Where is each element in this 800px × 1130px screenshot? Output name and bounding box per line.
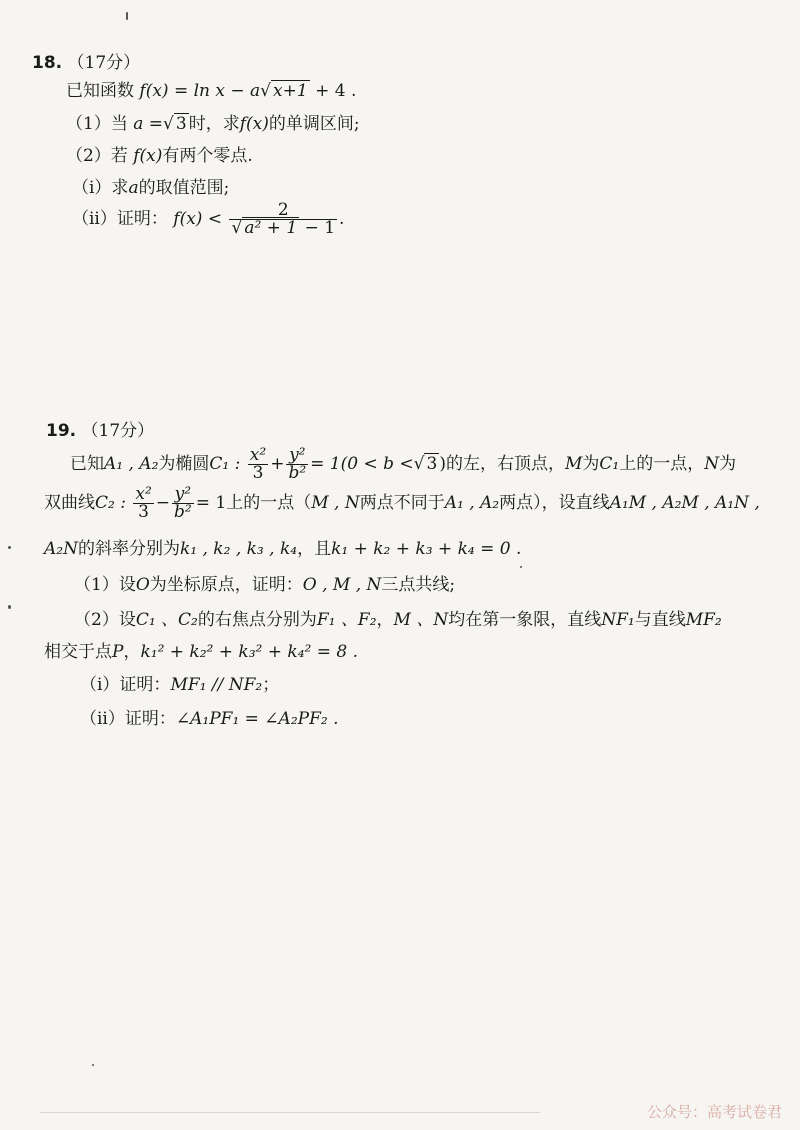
q18-part1-f: f(x)	[239, 114, 269, 134]
q19-points: （17分）	[81, 421, 155, 441]
scan-speck	[126, 12, 128, 20]
q18-part1-text: 时，求	[188, 114, 240, 134]
q18-points: （17分）	[67, 53, 141, 73]
scan-speck	[92, 1064, 94, 1066]
q19-part2-P: P	[112, 642, 124, 662]
q19-part1-label: （1）设	[74, 575, 136, 595]
q19-part2-i-label: （i）证明：	[80, 675, 171, 695]
q19-part2-i	[80, 674, 279, 696]
q19-part1-OMN: O , M , N	[302, 575, 382, 595]
q18-fraction-den: √ a² + 1 − 1	[231, 218, 336, 238]
q18-part1-sqrt-arg: 3	[175, 114, 187, 134]
q18-part1	[66, 113, 360, 135]
q18-part2-ii-end: .	[339, 209, 345, 229]
q19-l1-frac1-den: 3	[252, 463, 264, 483]
q18-fraction-den-rad: a² + 1	[244, 218, 298, 238]
q19-l2-b: 上的一点（	[226, 493, 312, 513]
q19-l2-MN: M , N	[311, 493, 360, 513]
q19-part2-b: ，	[376, 610, 394, 630]
q18-part1-sqrt: √ 3	[163, 114, 187, 134]
q19-header	[46, 420, 154, 442]
q19-part2-sum: k₁² + k₂² + k₃² + k₄² = 8 .	[140, 642, 359, 662]
q18-part2-i	[72, 177, 229, 199]
q19-l1-N: N	[704, 454, 720, 474]
watermark: 公众号：高考试卷君	[646, 1103, 782, 1121]
q19-l1-eq: = 1(0 < b <	[310, 454, 414, 474]
q19-stem-line3	[44, 538, 521, 560]
q19-stem-line1	[70, 446, 736, 482]
q18-part2-label: （2）若	[66, 146, 128, 166]
q19-part2-ii	[80, 708, 339, 730]
q19-l1-e: 上的一点，	[619, 454, 705, 474]
q19-part2-l2a: 相交于点	[44, 642, 112, 662]
q18-part2-i-label: （i）求	[72, 178, 129, 198]
q18-stem-text: 已知函数	[66, 81, 134, 101]
scan-speck	[520, 566, 522, 568]
q19-l1-frac2-den: b²	[288, 463, 307, 483]
q18-part2-ii-ineq: f(x) <	[173, 209, 223, 229]
q19-l1-c: 的左，右顶点，	[445, 454, 565, 474]
q18-stem	[66, 80, 356, 102]
q18-part1-a: a =	[133, 114, 164, 134]
q19-l2-lines: A₁M , A₂M , A₁N ,	[609, 493, 760, 513]
q19-l1-plus: +	[270, 454, 285, 474]
q19-part2-C: C₁ 、C₂	[135, 610, 198, 630]
q18-part2-i-text: 的取值范围;	[138, 178, 230, 198]
q18-fraction-den-tail: − 1	[304, 218, 336, 238]
q19-l3-line: A₂N	[44, 539, 78, 559]
q18-header	[32, 52, 140, 74]
q19-part2-NF1: NF₁	[601, 610, 635, 630]
q19-part2-d: 与直线	[634, 610, 686, 630]
q19-l2-minus: −	[155, 493, 171, 513]
q18-part2-i-a: a	[128, 178, 139, 198]
q18-part2-text: 有两个零点.	[162, 146, 253, 166]
q19-l1-f: 为	[719, 454, 737, 474]
q18-part2-ii	[72, 200, 344, 238]
q19-l1-sqrt: √ 3	[413, 454, 438, 474]
q19-l1-frac1-num: x²	[249, 445, 267, 465]
q19-part2-ii-label: （ii）证明：	[80, 709, 176, 729]
q19-part1-b: 三点共线;	[381, 575, 456, 595]
q18-sqrt: √ x+1	[260, 81, 308, 101]
q19-part2-i-end: ；	[262, 675, 280, 695]
q19-l1-close: )	[439, 454, 446, 474]
q19-part2-MF2: MF₂	[685, 610, 722, 630]
q19-l2-frac2	[172, 486, 194, 521]
q19-l2-frac1-den: 3	[138, 502, 149, 522]
scan-speck	[8, 605, 11, 609]
q19-l1-frac2	[286, 447, 308, 482]
q19-l1-frac2-num: y²	[286, 447, 308, 465]
q19-l2-A: A₁ , A₂	[444, 493, 500, 513]
q19-l1-frac1	[248, 447, 268, 482]
q18-fraction	[229, 202, 337, 237]
q18-fraction-num: 2	[229, 202, 337, 220]
q19-number: 19.	[46, 421, 77, 441]
q19-part2-MN: M 、N	[393, 610, 449, 630]
q19-l1-M: M	[564, 454, 583, 474]
q19-l1-c1b: C₁	[599, 454, 620, 474]
scan-speck	[8, 546, 11, 549]
q19-l3-ks: k₁ , k₂ , k₃ , k₄	[179, 539, 298, 559]
q19-l1-b: 为椭圆	[158, 454, 210, 474]
q19-l1-d: 为	[582, 454, 600, 474]
q19-l1-sqrt-arg: 3	[426, 454, 438, 474]
q19-part2-a: 的右焦点分别为	[197, 610, 317, 630]
q18-part2-f: f(x)	[133, 146, 163, 166]
q19-l2-frac2-num: y²	[172, 486, 194, 504]
q18-part1-label: （1）当	[66, 114, 128, 134]
q19-part1	[74, 574, 455, 596]
q19-l2-c2: C₂ :	[95, 493, 126, 513]
q19-l2-eq: = 1	[195, 493, 227, 513]
q19-l1-points: A₁ , A₂	[104, 454, 159, 474]
q19-part1-O: O	[135, 575, 150, 595]
q19-part2-l2b: ，	[123, 642, 141, 662]
q18-sqrt-arg: x+1	[273, 81, 308, 101]
q18-part1-end: 的单调区间;	[268, 114, 360, 134]
q19-l2-frac2-den: b²	[174, 502, 192, 522]
q18-function: f(x) = ln x − a	[139, 81, 261, 101]
q19-part1-a: 为坐标原点，证明：	[149, 575, 303, 595]
q19-part2	[74, 609, 722, 631]
q18-part2	[66, 145, 253, 167]
q19-part2-label: （2）设	[74, 610, 136, 630]
q19-l1-a: 已知	[70, 454, 104, 474]
q19-part2-i-expr: MF₁ // NF₂	[170, 675, 263, 695]
q19-part2-line2	[44, 641, 358, 663]
q19-l2-frac1-num: x²	[135, 484, 152, 504]
q19-l3-b: ，且	[297, 539, 332, 559]
q19-stem-line2	[44, 485, 760, 521]
q19-l2-frac1	[133, 486, 153, 521]
q18-plus4: + 4 .	[315, 81, 357, 101]
scan-edge-line	[40, 1112, 540, 1113]
q19-l2-c: 两点不同于	[359, 493, 445, 513]
q19-l2-a: 双曲线	[44, 493, 95, 513]
q18-number: 18.	[32, 53, 63, 73]
q18-part2-ii-label: （ii）证明：	[72, 209, 168, 229]
q19-part2-ii-expr: ∠A₁PF₁ = ∠A₂PF₂ .	[175, 709, 339, 729]
q19-l3-a: 的斜率分别为	[77, 539, 180, 559]
q19-part2-F: F₁ 、F₂	[316, 610, 377, 630]
q19-l1-c1: C₁ :	[209, 454, 241, 474]
q19-part2-c: 均在第一象限，直线	[448, 610, 602, 630]
q19-l2-d: 两点），设直线	[499, 493, 610, 513]
q19-l3-sum: k₁ + k₂ + k₃ + k₄ = 0 .	[331, 539, 522, 559]
